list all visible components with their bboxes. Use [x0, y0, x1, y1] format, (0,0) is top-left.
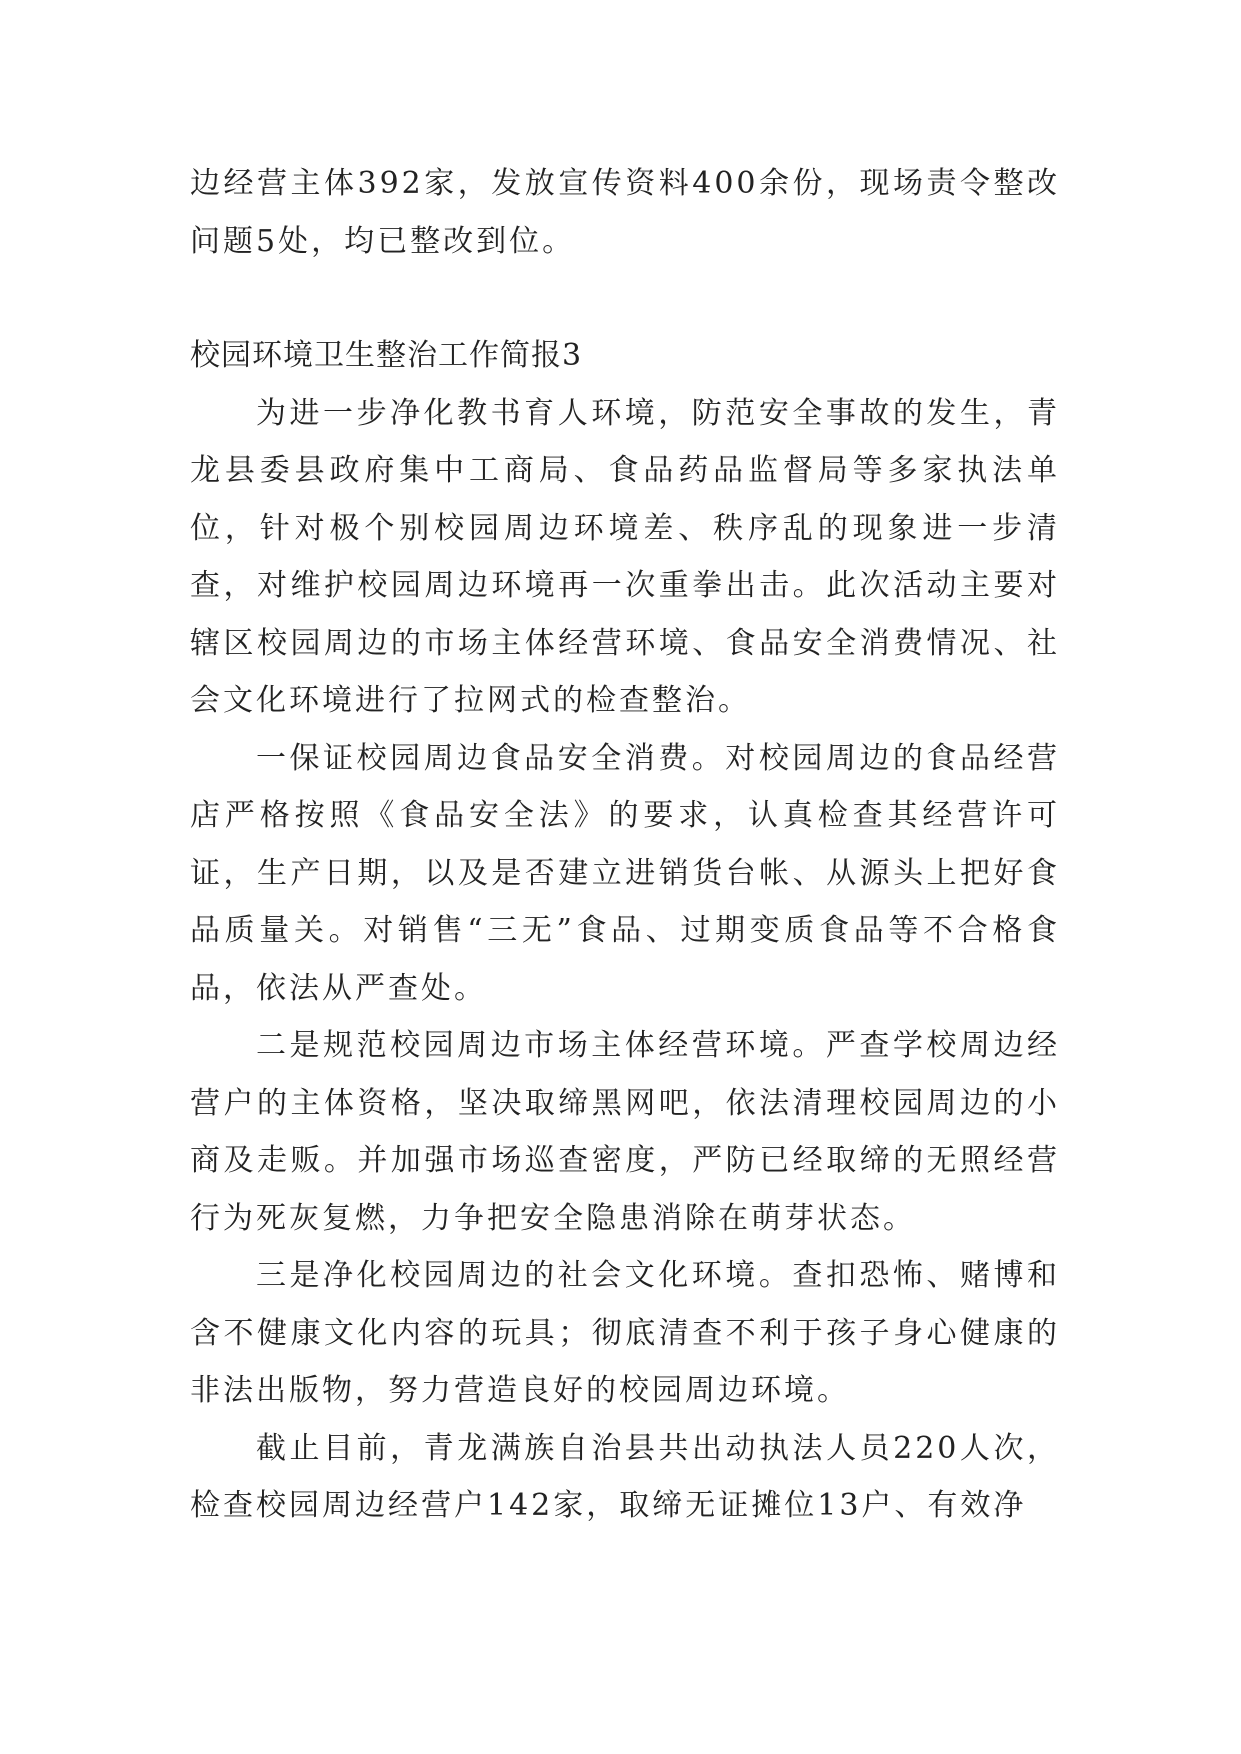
- continuation-paragraph: 边经营主体392家，发放宣传资料400余份，现场责令整改问题5处，均已整改到位。: [190, 166, 1060, 259]
- paragraph-cultural-environment: 三是净化校园周边的社会文化环境。查扣恐怖、赌博和含不健康文化内容的玩具；彻底清查不利于孩子身心健康的非法出版物，努力营造良好的校园周边环境。: [190, 1258, 1060, 1408]
- paragraph-results: 截止目前，青龙满族自治县共出动执法人员220人次，检查校园周边经营户142家，取缔无证摊位13户、有效净: [190, 1430, 1060, 1523]
- paragraph-intro: 为进一步净化教书育人环境，防范安全事故的发生，青龙县委县政府集中工商局、食品药品监督局等多家执法单位，针对极个别校园周边环境差、秩序乱的现象进一步清查，对维护校园周边环境再一次重拳出击。此次活动主要对辖区校园周边的市场主体经营环境、食品安全消费情况、社会文化环境进行了拉网式的检查整治。: [190, 395, 1060, 718]
- section-gap: [190, 270, 1060, 327]
- paragraph-market-environment: 二是规范校园周边市场主体经营环境。严查学校周边经营户的主体资格，坚决取缔黑网吧，依法清理校园周边的小商及走贩。并加强市场巡查密度，严防已经取缔的无照经营行为死灰复燃，力争把安全隐患消除在萌芽状态。: [190, 1028, 1060, 1236]
- document-body: [190, 155, 1060, 1535]
- paragraph-food-safety: 一保证校园周边食品安全消费。对校园周边的食品经营店严格按照《食品安全法》的要求，认真检查其经营许可证，生产日期，以及是否建立进销货台帐、从源头上把好食品质量关。对销售“三无”食品、过期变质食品等不合格食品，依法从严查处。: [190, 740, 1060, 1006]
- section-heading: 校园环境卫生整治工作简报3: [190, 338, 583, 373]
